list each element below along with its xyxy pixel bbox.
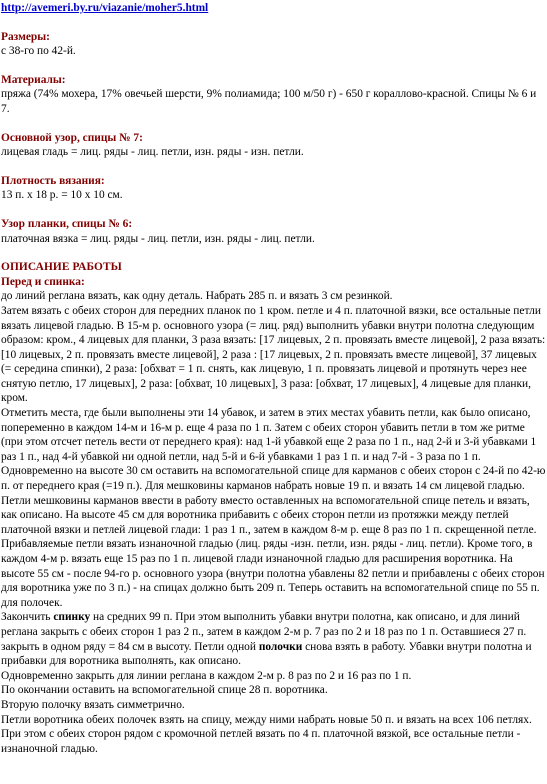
- description-paragraph-6: Одновременно закрыть для линии реглана в каждом 2-м р. 8 раз по 2 и 16 раз по 1 п.: [1, 669, 412, 682]
- p5-text-b: на средних 99 п. При этом выполнить убавки внутри полотна, как описано, и для линий реглана закрыть с обеих сторон 1 раз 2 п., затем в каждом 2-м р. 7 раз по 2 и 18 раз по 1 п. Оставшиеся 27 п. закрыть в одном ряду = 84 см в высоту. Петли одной: [1, 611, 527, 653]
- description-paragraph-3: Отметить места, где были выполнены эти 14 убавок, и затем в этих местах убавить петли, как было описано, попеременно в каждом 14-м и 16-м р. еще 4 раза по 1 п. Затем с обеих сторон убавить петли в том же ритме (при этом отсчет петель вести от переднего края): над 1-й убавкой еще 2 раза по 1 п., над 2-й и 3-й убавками 1 раз 1 п., над 4-й убавкой ни одной петли, над 5-й и 6-й убавками 1 раз 1 п. и над 7-й - 3 раза по 1 п. Одновременно на высоте 30 см оставить на вспомогательной спице для карманов с обеих сторон с 24-й по 42-ю п. от переднего края (=19 п.). Для мешковины карманов набрать новые 19 п. и вязать 14 см лицевой гладью.: [1, 407, 546, 493]
- materials-heading: Материалы:: [1, 73, 66, 86]
- description-heading: ОПИСАНИЕ РАБОТЫ: [1, 261, 122, 274]
- description-paragraph-1: до линий реглана вязать, как одну деталь. Набрать 285 п. и вязать 3 см резинкой.: [1, 290, 393, 303]
- band-pattern-heading: Узор планки, спицы № 6:: [1, 217, 133, 230]
- description-paragraph-9: Петли воротника обеих полочек взять на спицу, между ними набрать новые 50 п. и вязать на всех 106 петлях. При этом с обеих сторон рядом с кромочной петлей вязать по 4 п. платочной вязкой, все остальные петли - изнаночной гладью.: [1, 713, 532, 755]
- description-paragraph-5: [1, 610, 546, 668]
- description-paragraph-8: Вторую полочку вязать симметрично.: [1, 698, 185, 711]
- materials-text: пряжа (74% мохера, 17% овечьей шерсти, 9% полиамида; 100 м/50 г) - 650 г кораллово-красной. Спицы № 6 и 7.: [1, 88, 537, 115]
- front-back-subheading: Перед и спинка:: [1, 275, 85, 288]
- gauge-heading: Плотность вязания:: [1, 174, 105, 187]
- sizes-heading: Размеры:: [1, 30, 50, 43]
- gauge-text: 13 п. x 18 р. = 10 x 10 см.: [1, 189, 123, 202]
- sizes-text: с 38-го по 42-й.: [1, 45, 76, 58]
- p5-bold-back: спинку: [53, 611, 91, 624]
- p5-bold-front: полочки: [258, 640, 303, 653]
- p5-text-c: снова взять в работу. Убавки внутри полотна и прибавки для воротника выполнять, как описано.: [1, 640, 532, 668]
- description-paragraph-2: Затем вязать с обеих сторон для передних планок по 1 кром. петле и 4 п. платочной вязки, все остальные петли вязать лицевой гладью. В 15-м р. основного узора (= лиц. ряд) выполнить убавки внутри полотна следующим образом: кром., 4 лицевых для планки, 3 раза вязать: [17 лицевых, 2 п. провязать вместе лицевой], 2 раза вязать: [10 лицевых, 2 п. провязать вместе лицевой], 2 раза : [17 лицевых, 2 п. провязать вместе лицевой], 37 лицевых (= середина спинки), 2 раза: [обхват = 1 п. снять, как лицевую, 1 п. провязать лицевой и протянуть через нее снятую петлю, 17 лицевых], 2 раза: [обхват, 10 лицевых], 3 раза: [обхват, 17 лицевых], 4 лицевые для планки, кром.: [1, 304, 546, 405]
- description-paragraph-4: Петли мешковины карманов ввести в работу вместо оставленных на вспомогательной спице петель и вязать, как описано. На высоте 45 см для воротника прибавить с обеих сторон петли из протяжки между петлей платочной вязки и петлей лицевой глади: 1 раз 1 п., затем в каждом 8-м р. еще 8 раз по 1 п. скрещенной петле. Прибавляемые петли вязать изнаночной гладью (лиц. ряды -изн. петли, изн. ряды - лиц. петли). Кроме того, в каждом 4-м р. вязать еще 15 раз по 1 п. лицевой глади изнаночной гладью для расширения воротника. На высоте 55 см - после 94-го р. основного узора (внутри полотна убавлены 82 петли и прибавлены с обеих сторон для воротника уже по 3 п.) - на спицах должно быть 209 п. Теперь оставить на вспомогательной спице по 55 п. для полочек.: [1, 494, 545, 609]
- band-pattern-text: платочная вязка = лиц. ряды - лиц. петли, изн. ряды - лиц. петли.: [1, 232, 315, 245]
- main-pattern-text: лицевая гладь = лиц. ряды - лиц. петли, изн. ряды - изн. петли.: [1, 146, 304, 159]
- source-link[interactable]: http://avemeri.by.ru/viazanie/moher5.html: [1, 2, 209, 14]
- main-pattern-heading: Основной узор, спицы № 7:: [1, 131, 143, 144]
- description-paragraph-7: По окончании оставить на вспомогательной спице 28 п. воротника.: [1, 684, 328, 697]
- p5-text-a: Закончить: [1, 611, 54, 624]
